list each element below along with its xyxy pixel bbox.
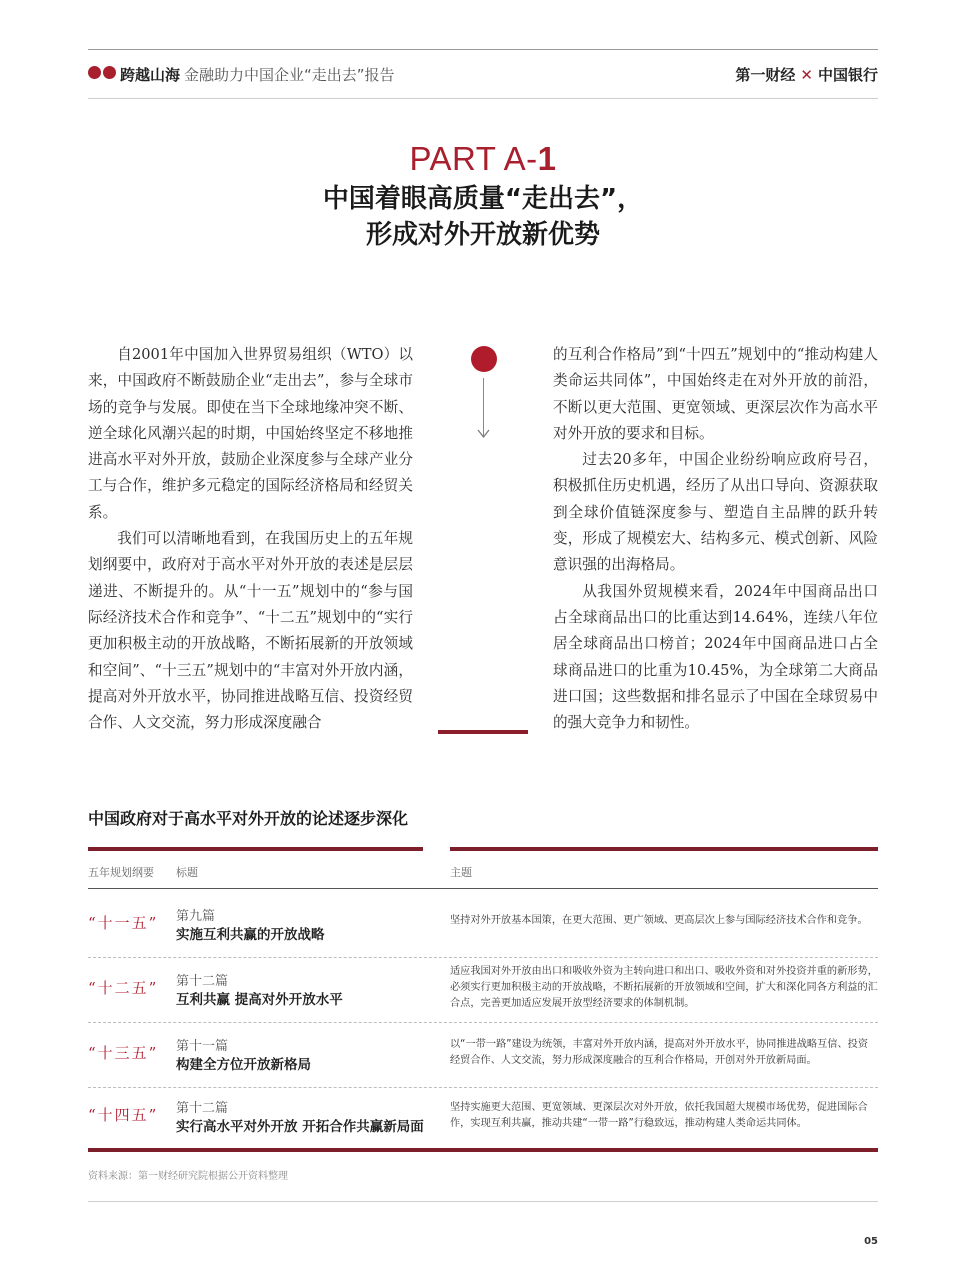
- body-column-left: [88, 342, 413, 736]
- header-top-rule: [88, 49, 878, 50]
- source-note: 资料来源：第一财经研究院根据公开资料整理: [88, 1171, 288, 1182]
- table-title: 中国政府对于高水平对外开放的论述逐步深化: [88, 809, 409, 828]
- report-subtitle: 金融助力中国企业“走出去”报告: [184, 66, 395, 84]
- header-bottom-rule: [88, 98, 878, 99]
- table-cell-plan: “十一五”: [88, 914, 159, 932]
- table-cell-plan: “十四五”: [88, 1106, 159, 1124]
- paragraph: 我们可以清晰地看到，在我国历史上的五年规划纲要中，政府对于高水平对外开放的表述是层层递进、不断提升的。从“十一五”规划中的“参与国际经济技术合作和竞争”、“十二五”规划中的“实行更加积极主动的开放战略，不断拓展新的开放领域和空间”、“十三五”规划中的“丰富对外开放内涵，提高对外开放水平，协同推进战略互信、投资经贸合作、人文交流，努力形成深度融合: [88, 530, 413, 732]
- table-top-bar: [450, 847, 878, 851]
- red-circle-icon: [471, 346, 497, 372]
- page-title-line2: 形成对外开放新优势: [365, 220, 600, 250]
- row-separator: [88, 1022, 878, 1023]
- page-title-line1: 中国着眼高质量“走出去”，: [322, 184, 644, 214]
- brand-dot-icon: [88, 66, 101, 79]
- table-cell-theme: 坚持实施更大范围、更宽领域、更深层次对外开放，依托我国超大规模市场优势，促进国际合作，实现互利共赢，推动共建“一带一路”行稳致远，推动构建人类命运共同体。: [450, 1102, 868, 1129]
- table-header-rule: [88, 888, 878, 889]
- table-top-bar: [88, 847, 423, 851]
- table-cell-title: 互利共赢 提高对外开放水平: [176, 992, 343, 1008]
- header-partners: [735, 64, 878, 85]
- row-separator: [88, 957, 878, 958]
- column-header-title: 标题: [176, 866, 198, 879]
- table-bottom-bar: [88, 1148, 878, 1152]
- column-header-theme: 主题: [450, 866, 472, 879]
- table-cell-theme: 以“一带一路”建设为统领，丰富对外开放内涵，提高对外开放水平，协同推进战略互信、投资经贸合作、人文交流，努力形成深度融合的互利合作格局，开创对外开放新局面。: [450, 1039, 869, 1066]
- table-cell-plan: “十三五”: [88, 1044, 159, 1062]
- table-cell-chapter: 第十二篇: [176, 1101, 229, 1116]
- part-number: 1: [537, 140, 557, 177]
- brand-dot-icon: [103, 66, 116, 79]
- table-cell-plan: “十二五”: [88, 979, 159, 997]
- cross-icon: ✕: [800, 66, 813, 84]
- header-brand: [120, 64, 395, 85]
- paragraph: 自2001年中国加入世界贸易组织（WTO）以来，中国政府不断鼓励企业“走出去”，参与全球市场的竞争与发展。即使在当下全球地缘冲突不断、逆全球化风潮兴起的时期，中国始终坚定不移地推进高水平对外开放，鼓励企业深度参与全球产业分工与合作，维护多元稳定的国际经济格局和经贸关系。: [88, 346, 413, 521]
- table-cell-chapter: 第十二篇: [176, 974, 229, 989]
- paragraph: 的互利合作格局”到“十四五”规划中的“推动构建人类命运共同体”，中国始终走在对外开放的前沿，不断以更大范围、更宽领域、更深层次作为高水平对外开放的要求和目标。: [553, 346, 878, 442]
- body-column-right: [553, 342, 878, 736]
- page-number: 05: [864, 1236, 878, 1247]
- partner-right: 中国银行: [817, 66, 878, 84]
- footer-rule: [88, 1201, 878, 1202]
- table-cell-theme: 适应我国对外开放由出口和吸收外资为主转向进口和出口、吸收外资和对外投资并重的新形势，必须实行更加积极主动的开放战略，不断拓展新的开放领域和空间，扩大和深化同各方利益的汇合点，完善更加适应发展开放型经济要求的体制机制。: [450, 966, 878, 1009]
- table-cell-title: 构建全方位开放新格局: [176, 1057, 311, 1073]
- part-label: [0, 140, 966, 178]
- table-cell-theme: 坚持对外开放基本国策，在更大范围、更广领域、更高层次上参与国际经济技术合作和竞争。: [450, 915, 868, 926]
- table-cell-title: 实行高水平对外开放 开拓合作共赢新局面: [176, 1119, 424, 1135]
- table-cell-chapter: 第九篇: [176, 909, 216, 924]
- paragraph: 过去20多年，中国企业纷纷响应政府号召，积极抓住历史机遇，经历了从出口导向、资源获取到全球价值链深度参与、塑造自主品牌的跃升转变，形成了规模宏大、结构多元、模式创新、风险意识强的出海格局。: [553, 451, 878, 574]
- paragraph: 从我国外贸规模来看，2024年中国商品出口占全球商品出口的比重达到14.64%，连续八年位居全球商品出口榜首；2024年中国商品进口占全球商品进口的比重为10.45%，为全球第二大商品进口国；这些数据和排名显示了中国在全球贸易中的强大竞争力和韧性。: [553, 582, 878, 732]
- brand-name: 跨越山海: [120, 66, 181, 84]
- partner-left: 第一财经: [735, 66, 796, 84]
- part-prefix: PART A-: [409, 140, 538, 177]
- table-cell-title: 实施互利共赢的开放战略: [176, 927, 325, 943]
- section-divider-bar: [438, 730, 528, 734]
- column-header-plan: 五年规划纲要: [88, 866, 154, 879]
- row-separator: [88, 1087, 878, 1088]
- arrow-down-icon: [476, 424, 491, 439]
- table-cell-chapter: 第十一篇: [176, 1039, 229, 1054]
